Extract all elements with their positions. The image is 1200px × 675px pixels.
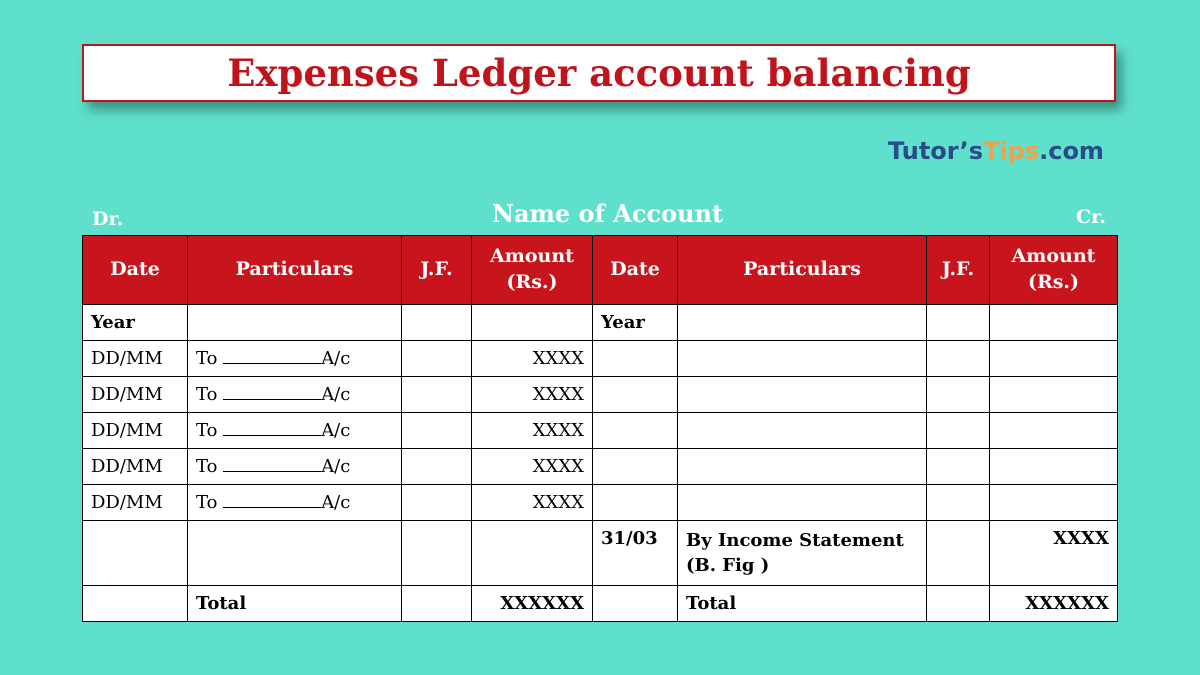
entry-particulars: To A/c <box>188 413 402 449</box>
entry-particulars: To A/c <box>188 449 402 485</box>
balance-date: 31/03 <box>593 521 678 586</box>
blank-line <box>223 385 321 400</box>
total-row <box>83 586 1118 622</box>
col-date-cr: Date <box>593 236 678 305</box>
entry-date: DD/MM <box>83 341 188 377</box>
entry-amount: XXXX <box>472 413 593 449</box>
entry-date: DD/MM <box>83 449 188 485</box>
balance-amount: XXXX <box>990 521 1118 586</box>
blank-line <box>223 493 321 508</box>
table-row <box>83 377 1118 413</box>
table-row <box>83 449 1118 485</box>
header-row <box>83 236 1118 305</box>
entry-particulars: To A/c <box>188 485 402 521</box>
col-jf-dr: J.F. <box>402 236 472 305</box>
ledger-table <box>82 235 1118 622</box>
total-label-dr: Total <box>188 586 402 622</box>
year-cell-dr: Year <box>83 305 188 341</box>
year-cell-cr: Year <box>593 305 678 341</box>
entry-amount: XXXX <box>472 485 593 521</box>
amount-line2: (Rs.) <box>506 271 558 293</box>
amount-line1: Amount <box>1011 245 1096 268</box>
balance-particulars: By Income Statement (B. Fig ) <box>678 521 927 586</box>
col-jf-cr: J.F. <box>927 236 990 305</box>
debit-label: Dr. <box>92 208 124 230</box>
account-name-heading: Name of Account <box>492 199 724 228</box>
brand-part-3: .com <box>1039 137 1104 165</box>
total-amount-cr: XXXXXX <box>990 586 1118 622</box>
entry-particulars: To A/c <box>188 377 402 413</box>
blank-line <box>223 457 321 472</box>
col-amount-cr <box>990 236 1118 305</box>
brand-logo <box>888 137 1104 165</box>
total-amount-dr: XXXXXX <box>472 586 593 622</box>
entry-amount: XXXX <box>472 377 593 413</box>
blank-line <box>223 421 321 436</box>
credit-label: Cr. <box>1076 206 1107 228</box>
brand-part-1: Tutor’s <box>888 137 984 165</box>
col-date-dr: Date <box>83 236 188 305</box>
page-title: Expenses Ledger account balancing <box>227 51 971 95</box>
entry-date: DD/MM <box>83 413 188 449</box>
year-row <box>83 305 1118 341</box>
entry-particulars: To A/c <box>188 341 402 377</box>
entry-date: DD/MM <box>83 485 188 521</box>
table-row <box>83 413 1118 449</box>
entry-date: DD/MM <box>83 377 188 413</box>
entry-amount: XXXX <box>472 449 593 485</box>
blank-line <box>223 349 321 364</box>
total-label-cr: Total <box>678 586 927 622</box>
entry-amount: XXXX <box>472 341 593 377</box>
balance-row <box>83 521 1118 586</box>
col-amount-dr <box>472 236 593 305</box>
brand-part-2: Tips <box>983 137 1040 165</box>
col-particulars-cr: Particulars <box>678 236 927 305</box>
table-row <box>83 341 1118 377</box>
title-banner <box>82 44 1116 102</box>
table-row <box>83 485 1118 521</box>
amount-line1: Amount <box>490 245 574 268</box>
amount-line2: (Rs.) <box>1027 271 1080 293</box>
col-particulars-dr: Particulars <box>188 236 402 305</box>
